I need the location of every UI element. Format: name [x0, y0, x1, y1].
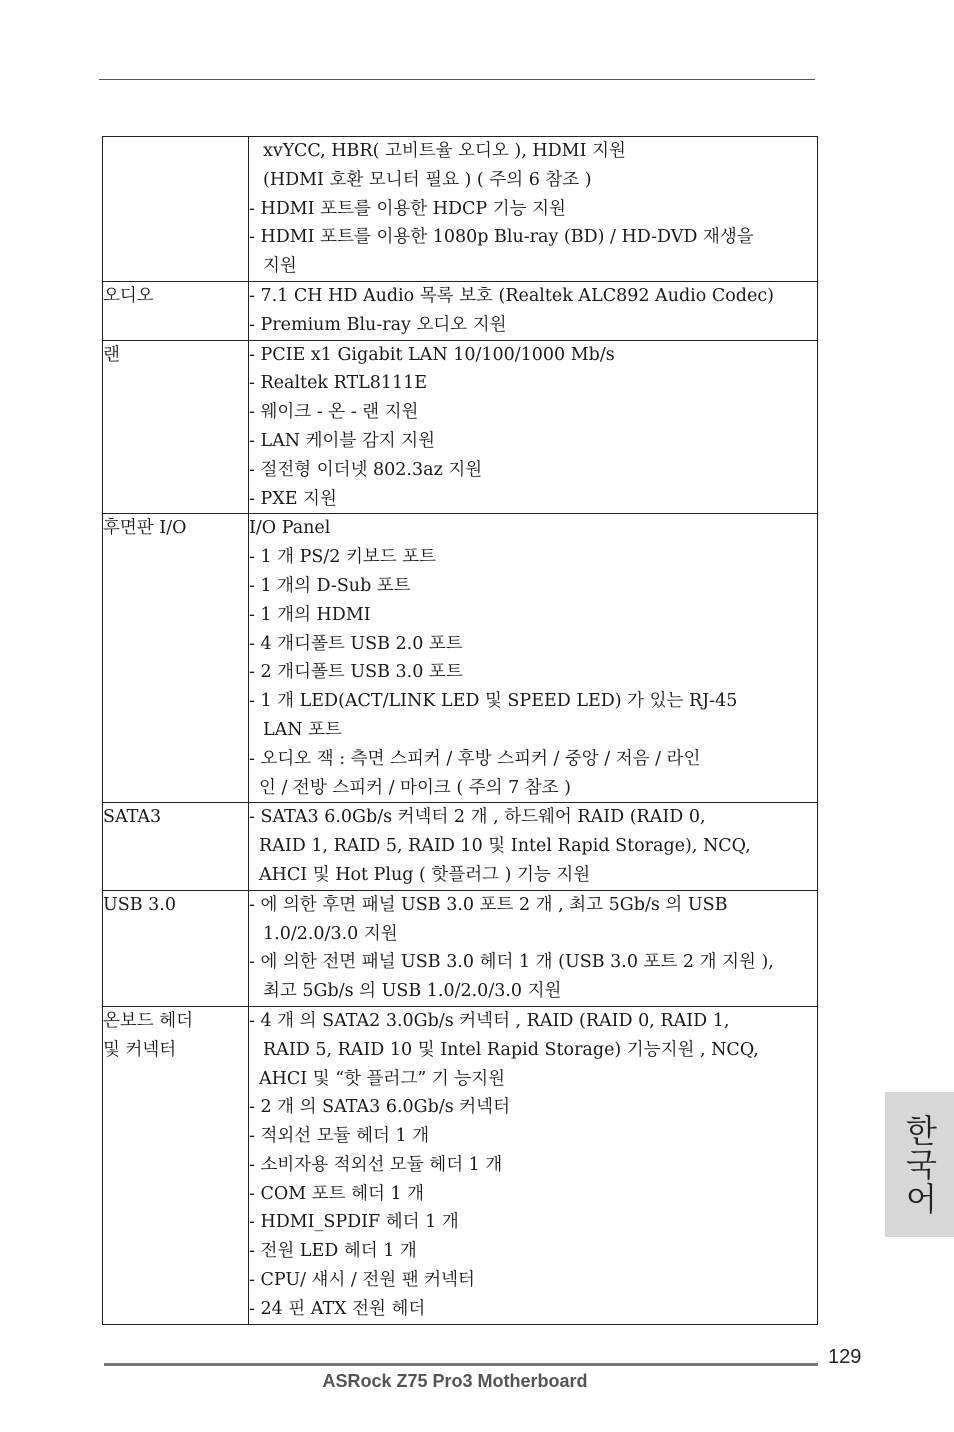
spec-content-cell — [249, 890, 818, 1006]
spec-line: - 절전형 이더넷 802.3az 지원 — [249, 459, 483, 480]
spec-label: 후면판 I/O — [103, 518, 187, 539]
spec-line: - 소비자용 적외선 모듈 헤더 1 개 — [249, 1154, 503, 1175]
spec-label-cell — [103, 1006, 249, 1324]
spec-row — [103, 281, 818, 340]
spec-row — [103, 803, 818, 890]
spec-row — [103, 1006, 818, 1324]
spec-line: xvYCC, HBR( 고비트율 오디오 ), HDMI 지원 — [263, 141, 626, 161]
spec-line: AHCI 및 “핫 플러그” 기 능지원 — [259, 1068, 506, 1089]
language-tab — [885, 1092, 954, 1237]
spec-line: - 7.1 CH HD Audio 목록 보호 (Realtek ALC892 Audio Codec) — [249, 285, 774, 306]
spec-line: - 1 개의 HDMI — [249, 604, 371, 625]
spec-line: - 24 핀 ATX 전원 헤더 — [249, 1298, 426, 1319]
spec-table — [102, 136, 818, 1325]
spec-row — [103, 514, 818, 803]
spec-line: - SATA3 6.0Gb/s 커넥터 2 개 , 하드웨어 RAID (RAID 0, — [249, 807, 706, 828]
spec-line: - Realtek RTL8111E — [249, 373, 428, 394]
spec-label-cell — [103, 890, 249, 1006]
spec-row — [103, 137, 818, 282]
spec-line: - 에 의한 전면 패널 USB 3.0 헤더 1 개 (USB 3.0 포트 2 개 지원 ), — [249, 952, 774, 973]
page-number: 129 — [828, 1346, 862, 1368]
spec-line: 지원 — [263, 256, 297, 277]
spec-table-body — [103, 137, 818, 1325]
spec-line: - HDMI 포트를 이용한 1080p Blu-ray (BD) / HD-DVD 재생을 — [249, 227, 754, 248]
spec-label: USB 3.0 — [103, 894, 176, 915]
spec-content-cell — [249, 514, 818, 803]
spec-content-cell — [249, 340, 818, 514]
spec-label: 랜 — [103, 344, 120, 365]
spec-line: - CPU/ 섀시 / 전원 팬 커넥터 — [249, 1270, 475, 1291]
footer-title: ASRock Z75 Pro3 Motherboard — [322, 1371, 588, 1391]
spec-label-cell — [103, 281, 249, 340]
spec-line: - 4 개디폴트 USB 2.0 포트 — [249, 633, 463, 654]
spec-line: - 1 개의 D-Sub 포트 — [249, 575, 411, 596]
spec-label: 온보드 헤더 — [103, 1010, 194, 1031]
spec-line: 1.0/2.0/3.0 지원 — [263, 923, 398, 944]
spec-content-cell — [249, 137, 818, 282]
spec-line: - 2 개 의 SATA3 6.0Gb/s 커넥터 — [249, 1097, 510, 1118]
spec-line: - 웨이크 - 온 - 랜 지원 — [249, 402, 419, 423]
spec-line: - 적외선 모듈 헤더 1 개 — [249, 1126, 430, 1147]
spec-line: RAID 1, RAID 5, RAID 10 및 Intel Rapid Storage), NCQ, — [259, 836, 751, 857]
spec-label: SATA3 — [103, 807, 162, 828]
spec-line: AHCI 및 Hot Plug ( 핫플러그 ) 기능 지원 — [259, 864, 591, 885]
language-tab-label: 한국어 — [900, 1113, 939, 1216]
spec-line: - PCIE x1 Gigabit LAN 10/100/1000 Mb/s — [249, 344, 615, 365]
spec-content-cell — [249, 281, 818, 340]
spec-line: - 4 개 의 SATA2 3.0Gb/s 커넥터 , RAID (RAID 0, RAID 1, — [249, 1010, 730, 1031]
spec-line: - 1 개 PS/2 키보드 포트 — [249, 547, 437, 568]
spec-line: - HDMI 포트를 이용한 HDCP 기능 지원 — [249, 198, 566, 219]
spec-label: 오디오 — [103, 285, 154, 306]
spec-label-cell — [103, 803, 249, 890]
bottom-rule — [104, 1363, 818, 1366]
spec-line: (HDMI 호환 모니터 필요 ) ( 주의 6 참조 ) — [263, 169, 592, 190]
spec-row — [103, 340, 818, 514]
spec-row — [103, 890, 818, 1006]
spec-line: - 에 의한 후면 패널 USB 3.0 포트 2 개 , 최고 5Gb/s 의 USB — [249, 894, 728, 915]
spec-content-cell — [249, 1006, 818, 1324]
spec-label-cell — [103, 514, 249, 803]
spec-line: I/O Panel — [249, 518, 331, 539]
spec-line: - 오디오 잭 : 측면 스피커 / 후방 스피커 / 중앙 / 저음 / 라인 — [249, 748, 701, 769]
spec-line: 인 / 전방 스피커 / 마이크 ( 주의 7 참조 ) — [259, 777, 571, 798]
spec-line: - PXE 지원 — [249, 488, 337, 509]
spec-line: - Premium Blu-ray 오디오 지원 — [249, 314, 507, 335]
spec-line: - 1 개 LED(ACT/LINK LED 및 SPEED LED) 가 있는 RJ-45 — [249, 691, 738, 712]
spec-line: 최고 5Gb/s 의 USB 1.0/2.0/3.0 지원 — [263, 981, 562, 1002]
spec-line: - 2 개디폴트 USB 3.0 포트 — [249, 662, 463, 683]
spec-content-cell — [249, 803, 818, 890]
spec-line: - HDMI_SPDIF 헤더 1 개 — [249, 1212, 459, 1233]
spec-label-cell — [103, 137, 249, 282]
spec-line: RAID 5, RAID 10 및 Intel Rapid Storage) 기능지원 , NCQ, — [263, 1039, 759, 1060]
spec-label-cell — [103, 340, 249, 514]
spec-line: - LAN 케이블 감지 지원 — [249, 430, 436, 451]
spec-line: - COM 포트 헤더 1 개 — [249, 1183, 425, 1204]
spec-label: 및 커넥터 — [103, 1039, 177, 1060]
top-rule — [99, 79, 815, 80]
spec-line: LAN 포트 — [263, 719, 342, 740]
spec-line: - 전원 LED 헤더 1 개 — [249, 1241, 417, 1262]
